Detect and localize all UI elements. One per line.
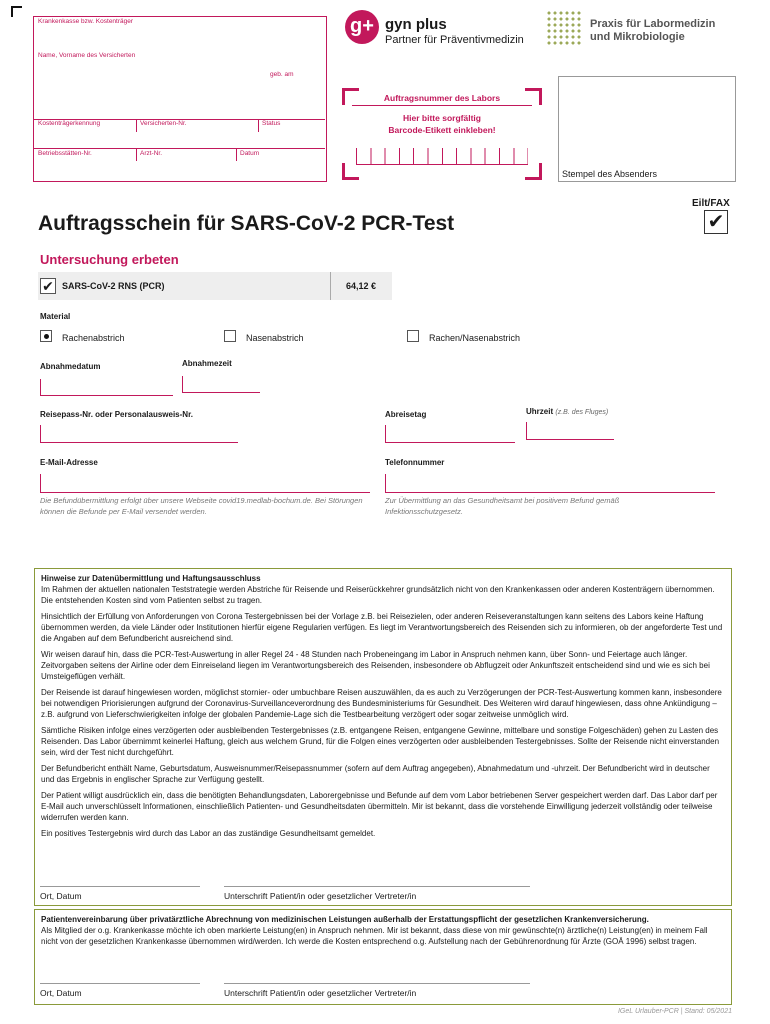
- departure-day-input[interactable]: [387, 425, 514, 441]
- phone-note: Zur Übermittlung an das Gesundheitsamt bei positivem Befund gemäß Infektionsschutzgesetz.: [385, 496, 620, 516]
- gyn-plus-logo: [345, 10, 535, 50]
- insurer-label: Krankenkasse bzw. Kostenträger: [38, 18, 134, 25]
- barcode-title: Auftragsnummer des Labors: [383, 93, 501, 103]
- agreement-signature-input[interactable]: [224, 969, 530, 983]
- praxis-dot-grid-icon: [546, 10, 582, 46]
- barcode-tick-row: [356, 148, 528, 165]
- date-label: Datum: [240, 150, 260, 157]
- checked-dot-icon: [44, 334, 49, 339]
- notice-paragraph: Im Rahmen der aktuellen nationalen Teststrategie werden Abstriche für Reisende und Reiserückkehrer grundsätzlich nicht von den Krankenkassen oder anderen Kostenträgern übernommen. Die entstehenden Kosten sind vom Patienten selbst zu tragen.: [41, 585, 715, 605]
- gyn-logo-mark: g+: [345, 10, 379, 44]
- passport-label: Reisepass-Nr. oder Personalausweis-Nr.: [40, 410, 193, 419]
- notice-paragraph: Der Reisende ist darauf hingewiesen worden, möglichst stornier- oder umbuchbare Reisen auszuwählen, da es auch zu Verzögerungen der PCR-Test-Auswertung kommen kann, insbesondere bei notwendigen Priorisierungen aufgrund der Coronavirus-Surveillanceverordnung des Bundesministeriums für Gesundheit. Des Weiteren wird darauf hingewiesen, dass ohne Ankündigung – z.B. aufgrund von Lieferschwierigkeiten infolge der globalen Pandemie-Lage sich die Testbearbeitung verzögert oder sogar zeitweise unmöglich wird.: [41, 688, 722, 719]
- sample-date-label: Abnahmedatum: [40, 362, 101, 371]
- checkmark-icon: ✔: [707, 211, 725, 233]
- test-name: SARS-CoV-2 RNS (PCR): [62, 281, 165, 291]
- email-note: Die Befundübermittlung erfolgt über unsere Webseite covid19.medlab-bochum.de. Bei Störungen können die Befunde per E-Mail versendet werden.: [40, 496, 363, 516]
- insured-no-label: Versicherten-Nr.: [140, 120, 187, 127]
- sender-stamp-box: [558, 76, 736, 182]
- praxis-name-line2: und Mikrobiologie: [590, 31, 685, 43]
- email-input[interactable]: [42, 474, 368, 491]
- phone-label: Telefonnummer: [385, 458, 445, 467]
- time-input[interactable]: [528, 422, 613, 438]
- notice-paragraph: Der Patient willigt ausdrücklich ein, dass die benötigten Behandlungsdaten, Laborergebnisse und Befunde auf dem vom Labor betriebenen Server gespeichert werden darf. Das Labor darf per E-Mail auch unverschlüsselt Informationen, einschließlich Patienten- und Gesundheitsdaten übermitteln. Mir ist bekannt, dass die vorstehende Einwilligung jederzeit vollständig oder teilweise widerrufen werden kann.: [41, 791, 718, 822]
- agreement-signature-label: Unterschrift Patient/in oder gesetzlicher Vertreter/in: [224, 988, 417, 998]
- sample-time-input[interactable]: [184, 376, 259, 391]
- footer-version: IGeL Urlauber-PCR | Stand: 05/2021: [617, 1008, 732, 1015]
- patient-field-box: [33, 16, 327, 182]
- checkmark-icon: ✔: [42, 278, 54, 294]
- dob-label: geb. am: [270, 71, 294, 78]
- departure-day-label: Abreisetag: [385, 410, 427, 419]
- notice-signature-label: Unterschrift Patient/in oder gesetzlicher Vertreter/in: [224, 891, 417, 901]
- notice-box: [34, 568, 732, 906]
- barcode-hint-line2: Barcode-Etikett einkleben!: [388, 125, 496, 135]
- time-label: Uhrzeit: [526, 407, 554, 416]
- material-option-0-label: Rachenabstrich: [62, 333, 125, 343]
- payer-id-label: Kostenträgerkennung: [38, 120, 101, 127]
- notice-paragraph: Sämtliche Risiken infolge eines verzögerten oder ausbleibenden Testergebnisses (z.B. entgangene Reisen, entgangene Gewinne, mittelbare und sonstige Folgeschäden) gehen zu Lasten des Reisenden. Das Labor übernimmt keinerlei Haftung, gleich aus welchem Grund, für die Folgen eines verzögerten oder ausbleibenden Testergebnisses. Sollte der Reisende nicht einverstanden sein, wird der Test nicht durchgeführt.: [41, 726, 720, 757]
- sender-stamp-label: Stempel des Absenders: [562, 169, 658, 179]
- material-label: Material: [40, 312, 71, 321]
- notice-sign-place-label: Ort, Datum: [40, 891, 82, 901]
- gyn-logo-name: gyn plus: [385, 16, 447, 33]
- notice-paragraph: Ein positives Testergebnis wird durch das Labor an das zuständige Gesundheitsamt gemeldet.: [41, 829, 376, 838]
- test-price: 64,12 €: [346, 281, 377, 291]
- notice-signature-input[interactable]: [224, 872, 530, 886]
- notice-paragraph: Hinsichtlich der Erfüllung von Anforderungen von Corona Testergebnissen bei der Vorlage z.B. bei Reisezielen, oder anderen Reiseveranstaltungen kann seitens des Labors keine Haftung übernommen werden, da viele Länder oder Institutionen hierfür eigene Regularien verfügen. Es liegt im Verantwortungsbereich des Reisenden sich zu informieren, ob der angeforderte Test und die Angaben auf dem Befundbericht ausreichend sind.: [41, 612, 723, 643]
- barcode-hint-line1: Hier bitte sorgfältig: [403, 113, 481, 123]
- material-option-0-checkbox[interactable]: [40, 330, 52, 342]
- gyn-logo-tagline: Partner für Präventivmedizin: [385, 34, 524, 46]
- doctor-no-label: Arzt-Nr.: [140, 150, 163, 157]
- material-option-1-label: Nasenabstrich: [246, 333, 304, 343]
- time-hint: (z.B. des Fluges): [555, 409, 609, 416]
- test-checkbox[interactable]: [40, 278, 56, 294]
- passport-input[interactable]: [42, 425, 237, 441]
- site-no-label: Betriebsstätten-Nr.: [38, 150, 92, 157]
- status-label: Status: [262, 120, 281, 127]
- agreement-sign-place-input[interactable]: [40, 969, 200, 983]
- section-title: Untersuchung erbeten: [40, 252, 179, 267]
- urgent-label: Eilt/FAX: [692, 198, 730, 209]
- barcode-field: [342, 88, 542, 180]
- email-label: E-Mail-Adresse: [40, 458, 98, 467]
- sample-date-input[interactable]: [42, 379, 172, 394]
- corner-mark: [11, 6, 22, 17]
- agreement-title: Patientenvereinbarung über privatärztliche Abrechnung von medizinischen Leistungen außerhalb der Erstattungspflicht der gesetzlichen Krankenversicherung.: [41, 915, 649, 924]
- material-option-2-checkbox[interactable]: [407, 330, 419, 342]
- agreement-text: Als Mitglied der o.g. Krankenkasse möchte ich oben markierte Leistung(en) in Anspruch nehmen. Mir ist bekannt, dass diese von mir gewünschte(n) ärztliche(n) Leistung(en) in meinem Fall nicht von der gesetzlichen Krankenkasse übernommen wird/werden. Ich werde die Kosten entsprechend o.g. Aufstellung nach der Gebührenordnung für Ärzte (GOÄ 1996) selbst tragen.: [41, 926, 708, 946]
- material-option-1-checkbox[interactable]: [224, 330, 236, 342]
- praxis-name-line1: Praxis für Labormedizin: [590, 18, 716, 30]
- name-label: Name, Vorname des Versicherten: [38, 52, 136, 59]
- phone-input[interactable]: [387, 474, 713, 491]
- material-option-2-label: Rachen/Nasenabstrich: [429, 333, 521, 343]
- time-label-wrap: [526, 407, 608, 416]
- notice-paragraph: Wir weisen darauf hin, dass die PCR-Test-Auswertung in aller Regel 24 - 48 Stunden nach Probeneingang im Labor in Anspruch nehmen kann, über Sonn- und Feiertage auch länger. Zeitvorgaben seitens der Airline oder dem Einreiseland liegen im Verantwortungsbereich des Reisenden, insbesondere ob Abflugzeit oder Ankunftszeit entscheidend sind und wie es sich bei Umsteigeflügen verhält.: [41, 650, 710, 681]
- form-title: Auftragsschein für SARS-CoV-2 PCR-Test: [38, 212, 455, 235]
- agreement-sign-place-label: Ort, Datum: [40, 988, 82, 998]
- notice-sign-place-input[interactable]: [40, 872, 200, 886]
- notice-paragraph: Der Befundbericht enthält Name, Geburtsdatum, Ausweisnummer/Reisepassnummer (sofern auf dem Auftrag angegeben), Abnahmedatum und -uhrzeit. Der Befundbericht wird in deutscher und das Ergebnis in englischer Sprache zur Verfügung gestellt.: [41, 764, 710, 784]
- urgent-checkbox[interactable]: [704, 210, 728, 234]
- notice-title: Hinweise zur Datenübermittlung und Haftungsausschluss: [41, 574, 261, 583]
- sample-time-label: Abnahmezeit: [182, 359, 232, 368]
- praxis-logo: [546, 10, 726, 50]
- test-divider: [330, 272, 331, 300]
